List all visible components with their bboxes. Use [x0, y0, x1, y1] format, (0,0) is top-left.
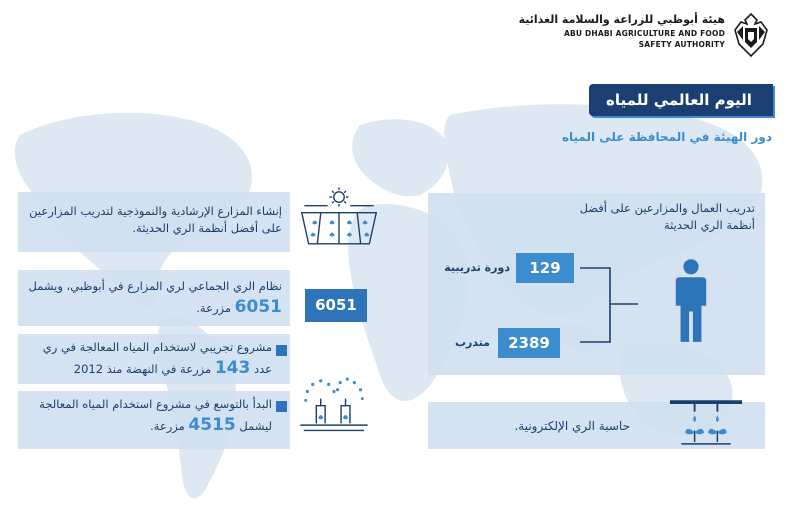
page-title: اليوم العالمي للمياه: [606, 91, 752, 109]
training-courses-label: دورة تدريبية: [444, 261, 510, 274]
treated-water-pilot-text-after: مزرعة في النهضة منذ 2012: [73, 361, 212, 376]
collective-irrigation-text-after: مزرعة.: [196, 300, 232, 315]
treated-water-expansion-text-after: مزرعة.: [150, 418, 185, 433]
treated-water-pilot-text-before: مشروع تجريبي لاستخدام المياه المعالجة في ري عدد: [42, 340, 272, 376]
bracket-connector: [580, 266, 640, 346]
farms-count-badge: 6051: [305, 289, 367, 322]
bullet-square-icon: [276, 401, 287, 412]
page-subtitle: دور الهيئة في المحافظة على المياه: [561, 130, 772, 144]
collective-irrigation-number: 6051: [234, 296, 282, 317]
info-card-model-farms-text: إنشاء المزارع الإرشادية والنموذجية لتدريب المزارعين على أفضل أنظمة الري الحديثة.: [29, 204, 282, 235]
treated-water-expansion-number: 4515: [188, 414, 236, 435]
sprinkler-irrigation-icon: [298, 372, 370, 434]
info-card-treated-water-pilot-text: [24, 339, 272, 380]
trainees-label: متدرب: [454, 336, 490, 349]
farm-field-icon: [300, 186, 378, 248]
falcon-emblem-icon: [733, 12, 769, 58]
bullet-square-icon: [276, 345, 287, 356]
info-card-collective-irrigation-text: [24, 278, 282, 319]
collective-irrigation-text-before: نظام الري الجماعي لري المزارع في أبوظبي، ويشمل: [28, 279, 282, 293]
drip-irrigation-icon: [668, 392, 744, 454]
training-heading: تدريب العمال والمزارعين على أفضل أنظمة الري الحديثة: [579, 201, 755, 232]
org-name-arabic: هيئة أبوظبي للزراعة والسلامة الغذائية: [518, 13, 725, 26]
treated-water-pilot-number: 143: [214, 357, 251, 378]
treated-water-expansion-text-before: البدأ بالتوسع في مشروع استخدام المياه المعالجة ليشمل: [39, 397, 272, 433]
org-name-english-line1: ABU DHABI AGRICULTURE AND FOOD: [563, 29, 725, 38]
training-courses-count: 129: [516, 253, 574, 283]
irrigation-calculator-label: حاسبة الري الإلكترونية.: [514, 419, 630, 433]
trainees-count: 2389: [498, 328, 560, 358]
info-card-treated-water-expansion-text: [24, 396, 272, 437]
person-icon: [672, 258, 710, 344]
org-name-english-line2: SAFETY AUTHORITY: [638, 40, 725, 49]
